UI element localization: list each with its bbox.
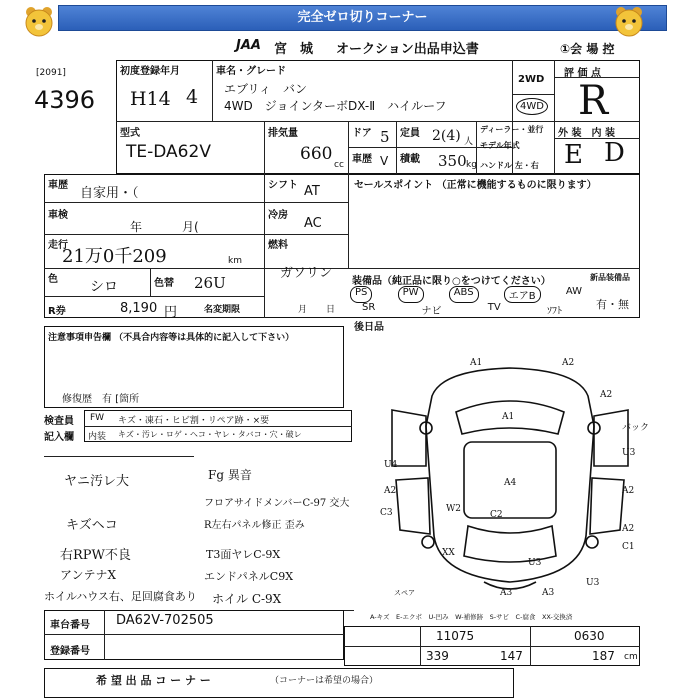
displacement-unit: cc xyxy=(334,160,344,170)
damage-legend: A-キズ E-エクボ U-凹み W-補修跡 S-サビ C-腐食 XX-交換済 xyxy=(370,613,573,621)
damage-diagram xyxy=(372,356,648,602)
grid-value-1: 11075 xyxy=(436,629,475,643)
diagram-mark-a2-side: A2 xyxy=(622,486,635,496)
inspection-month: 月( xyxy=(182,220,199,234)
color-no-label: 色替 xyxy=(154,278,174,289)
car-name-line2: 4WD ジョインターボDX-Ⅱ ハイルーフ xyxy=(224,99,447,113)
diagram-mark-c2: C2 xyxy=(490,510,503,520)
bear-mascot-right-icon xyxy=(612,4,646,38)
score-value: R xyxy=(578,78,609,124)
inspection-label: 車検 xyxy=(48,210,68,221)
diagram-mark-a2-top: A2 xyxy=(562,358,575,368)
category-value: V xyxy=(380,154,389,168)
exterior-interior-label: 外 装 内 装 xyxy=(558,128,615,139)
equipment-sr: SR xyxy=(362,302,376,313)
diagram-mark-w2: W2 xyxy=(446,504,461,514)
grid-value-5: 187 xyxy=(592,649,615,663)
model-type-label: 型式 xyxy=(120,128,140,139)
color-code-value: 26U xyxy=(194,274,226,292)
handwritten-note-2: Fg 異音 xyxy=(208,468,252,482)
handwritten-note-10: ホイルハウス右、足回腐食あり xyxy=(44,590,197,603)
handwritten-note-7: T3面ヤレC-9X xyxy=(206,548,281,561)
recycle-currency: 円 xyxy=(164,305,178,320)
equipment-aw: AW xyxy=(565,286,582,297)
equipment-row-2 xyxy=(362,302,562,317)
diagram-mark-a3-right: A3 xyxy=(542,588,555,598)
grid-value-2: 0630 xyxy=(574,629,605,643)
car-name-line1: エブリィ バン xyxy=(224,82,308,96)
score-label: 評 価 点 xyxy=(564,68,601,79)
category-label: 車歴 xyxy=(352,154,372,165)
bracket-number: [2091] xyxy=(36,68,66,78)
grid-value-4: 147 xyxy=(500,649,523,663)
handwritten-note-8: アンテナX xyxy=(60,568,117,582)
repair-history: 修復歴 有 [箇所 xyxy=(62,394,140,405)
name-change-label: 名変期限 xyxy=(204,305,241,315)
first-reg-label: 初度登録年月 xyxy=(120,66,180,77)
desired-corner-label: 希 望 出 品 コ ー ナ ー xyxy=(96,674,211,687)
diagram-mark-a3-left: A3 xyxy=(500,588,513,598)
equipment-navi: ナビ xyxy=(421,306,442,317)
recycle-label: R券 xyxy=(48,306,66,317)
handwritten-note-5: R左右パネル修正 歪み xyxy=(204,520,305,531)
recycle-fee: 8,190 xyxy=(120,301,158,316)
checker-row1-items: キズ・凍石・ヒビ割・リペア跡・×要 xyxy=(118,416,270,426)
diagram-mark-u3-corner: U3 xyxy=(586,578,600,588)
bear-mascot-left-icon xyxy=(22,4,56,38)
auction-logo: JAA xyxy=(236,38,261,53)
equipment-soft: ｿﾌﾄ xyxy=(547,306,562,317)
checker-row1-label: FW xyxy=(90,413,105,423)
drive-selected: 4WD xyxy=(516,98,548,115)
model-year-label: モデル年式 xyxy=(480,141,520,150)
handwritten-note-6: 右RPW不良 xyxy=(60,548,131,563)
category-row-label: 車歴 xyxy=(48,180,68,191)
place-label: ①会 場 控 xyxy=(560,42,615,56)
diagram-mark-u4: U4 xyxy=(384,460,398,470)
dealer-label: ディーラー・並行 xyxy=(480,125,544,134)
usage-value: 自家用・（ xyxy=(80,186,139,201)
color-label: 色 xyxy=(48,274,58,285)
inspector-label: 検査員 xyxy=(44,416,74,427)
diagram-mark-spare: スペア xyxy=(394,589,415,597)
model-type-value: TE-DA62V xyxy=(126,142,211,162)
interior-score: D xyxy=(604,138,625,168)
diagram-mark-u3-rear: U3 xyxy=(528,558,542,568)
desired-corner-note: （コーナーは希望の場合） xyxy=(270,676,379,686)
diagram-mark-u3-right: U3 xyxy=(622,448,636,458)
aircon-value: AC xyxy=(304,216,322,231)
diagram-mark-xx: XX xyxy=(442,548,455,558)
mileage-value: 21万0千209 xyxy=(62,246,167,267)
fuel-label: 燃料 xyxy=(268,240,288,251)
capacity-label: 定員 xyxy=(400,128,420,139)
color-value: シロ xyxy=(90,279,118,295)
equipment-abs: ABS xyxy=(449,286,479,303)
venue-name: 宮 城 xyxy=(274,42,314,57)
handle-label: ハンドル 左・右 xyxy=(480,161,539,170)
fuel-value: ガソリン xyxy=(280,266,333,281)
diagram-mark-back: バック xyxy=(622,423,650,433)
doors-label: ドア xyxy=(352,128,372,139)
mileage-label: 走行 xyxy=(48,240,68,251)
sales-point-label: セールスポイント （正常に機能するものに限ります） xyxy=(354,180,597,191)
displacement-label: 排気量 xyxy=(268,128,298,139)
load-unit: kg xyxy=(466,160,477,170)
load-value: 350 xyxy=(438,152,467,170)
diagram-mark-a2-rear: A2 xyxy=(622,524,635,534)
grid-unit: cm xyxy=(624,652,638,662)
chassis-no-value: DA62V-702505 xyxy=(116,613,214,628)
chassis-no-label: 車台番号 xyxy=(50,620,90,631)
equipment-tv: TV xyxy=(487,302,501,313)
inspection-year: 年 xyxy=(130,220,143,234)
first-reg-era: H14 xyxy=(130,88,171,110)
new-parts-value: 有・無 xyxy=(596,298,629,311)
diagram-mark-a2-right: A2 xyxy=(600,390,613,400)
lot-number: 4396 xyxy=(34,86,96,114)
diagram-mark-a4: A4 xyxy=(504,478,517,488)
diagram-mark-c3: C3 xyxy=(380,508,393,518)
diagram-mark-a1-hood: A1 xyxy=(502,412,515,422)
handwritten-note-4: キズヘコ xyxy=(66,518,118,533)
banner-title: 完全ゼロ切りコーナー xyxy=(58,5,667,31)
shift-value: AT xyxy=(304,184,320,199)
name-change-day: 日 xyxy=(326,305,336,315)
drive-label: 2WD xyxy=(518,74,545,85)
handwritten-note-3: フロアサイドメンバーC-97 交大 xyxy=(204,498,350,509)
aircon-label: 冷房 xyxy=(268,210,288,221)
diagram-mark-a2-left: A2 xyxy=(384,486,397,496)
displacement-value: 660 xyxy=(300,144,333,164)
equipment-label: 装備品（純正品に限り○をつけてください） xyxy=(352,276,551,287)
doors-value: 5 xyxy=(380,128,390,146)
name-change-month: 月 xyxy=(298,305,308,315)
handwritten-note-11: ホイル C-9X xyxy=(212,592,282,606)
equipment-row-1 xyxy=(350,286,582,303)
checker-row2-items: キズ・汚レ・ロゲ・ヘコ・ヤレ・タバコ・穴・破レ xyxy=(118,430,302,439)
checker-row2-label: 内装 xyxy=(88,432,107,442)
load-label: 積載 xyxy=(400,154,420,165)
after-date-label: 後日品 xyxy=(354,322,384,333)
reg-no-label: 登録番号 xyxy=(50,646,90,657)
capacity-unit: 人 xyxy=(464,137,474,147)
capacity-value: 2(4) xyxy=(432,128,461,144)
equipment-pw: PW xyxy=(398,286,424,303)
exterior-score: E xyxy=(564,140,583,170)
shift-label: シフト xyxy=(268,180,298,191)
handwritten-note-9: エンドパネルC9X xyxy=(204,570,294,583)
handwritten-note-1: ヤニ汚レ大 xyxy=(64,474,130,489)
new-parts-label: 新品装備品 xyxy=(590,273,630,282)
grid-value-3: 339 xyxy=(426,649,449,663)
recorder-label: 記入欄 xyxy=(44,432,74,443)
form-title: オークション出品申込書 xyxy=(336,42,479,57)
equipment-ps: PS xyxy=(350,286,372,303)
diagram-mark-a1-top: A1 xyxy=(470,358,483,368)
first-reg-month: 4 xyxy=(186,86,199,108)
car-name-label: 車名・グレード xyxy=(216,66,286,77)
notes-header: 注意事項申告欄 （不具合内容等は具体的に記入して下さい） xyxy=(48,333,295,343)
mileage-unit: km xyxy=(228,256,242,266)
equipment-airbag: エアB xyxy=(504,286,541,303)
diagram-mark-c1: C1 xyxy=(622,542,635,552)
